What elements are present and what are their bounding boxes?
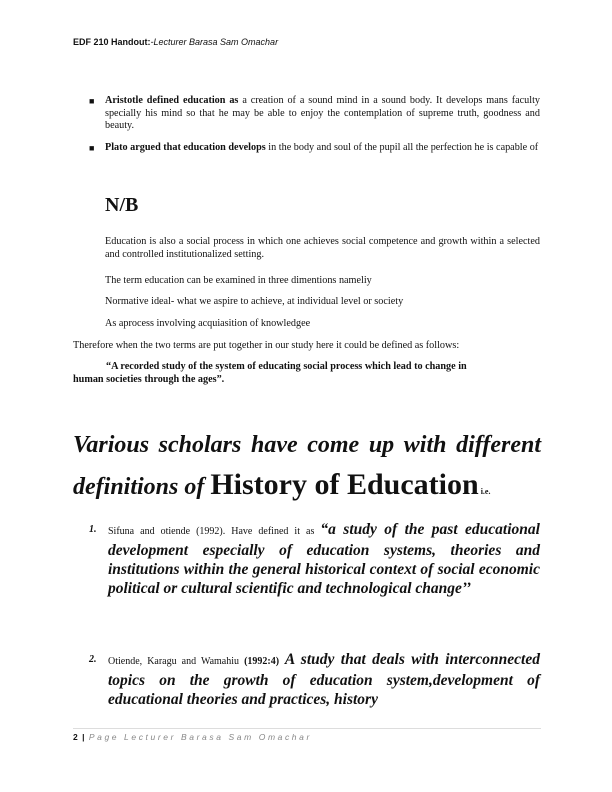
definition-item: 2. Otiende, Karagu and Wamahiu (1992:4) A study that deals with interconnected topics on the growth of education system,development of educational theories and practices, history	[89, 651, 540, 708]
header-lecturer: -Lecturer Barasa Sam Omachar	[150, 37, 279, 47]
bullet-icon: ■	[89, 96, 95, 106]
definition-quote-line2: human societies through the ages”.	[73, 374, 225, 385]
paragraph: Education is also a social process in which one achieves social competence and growth within a selected and controlled institutionalized setting.	[105, 236, 540, 260]
paragraph: Normative ideal- what we aspire to achieve, at individual level or society	[105, 296, 404, 307]
paragraph: As aprocess involving acquiasition of knowledgee	[105, 318, 311, 329]
page-header	[73, 37, 278, 47]
definition-quote-line1: “A recorded study of the system of educating social process which lead to change in	[106, 361, 467, 372]
bullet-aristotle: ■ Aristotle defined education as a creation of a sound mind in a sound body. It develops mans faculty specially his mind so that he may be able to enjoy the contemplation of supreme truth, goodness and beauty.	[89, 95, 540, 131]
bullet-icon: ■	[89, 143, 95, 153]
bullet-plato: ■ Plato argued that education develops in the body and soul of the pupil all the perfection he is capable of	[89, 142, 539, 153]
section-heading: Various scholars have come up with different definitions of History of Education i.e.	[73, 432, 541, 501]
paragraph: The term education can be examined in three dimentions nameliy	[105, 275, 372, 286]
footer-divider	[73, 728, 541, 729]
page-footer: 2 | Page Lecturer Barasa Sam Omachar	[73, 732, 312, 742]
header-course: EDF 210 Handout:	[73, 37, 151, 47]
nb-heading: N/B	[105, 194, 139, 216]
definition-item: 1. Sifuna and otiende (1992). Have defined it as “a study of the past educational development especially of education systems, theories and institutions within the general historical context of social economic political or cultural scientific and technological change’’	[89, 521, 540, 597]
therefore-line: Therefore when the two terms are put together in our study here it could be defined as follows:	[73, 340, 460, 351]
